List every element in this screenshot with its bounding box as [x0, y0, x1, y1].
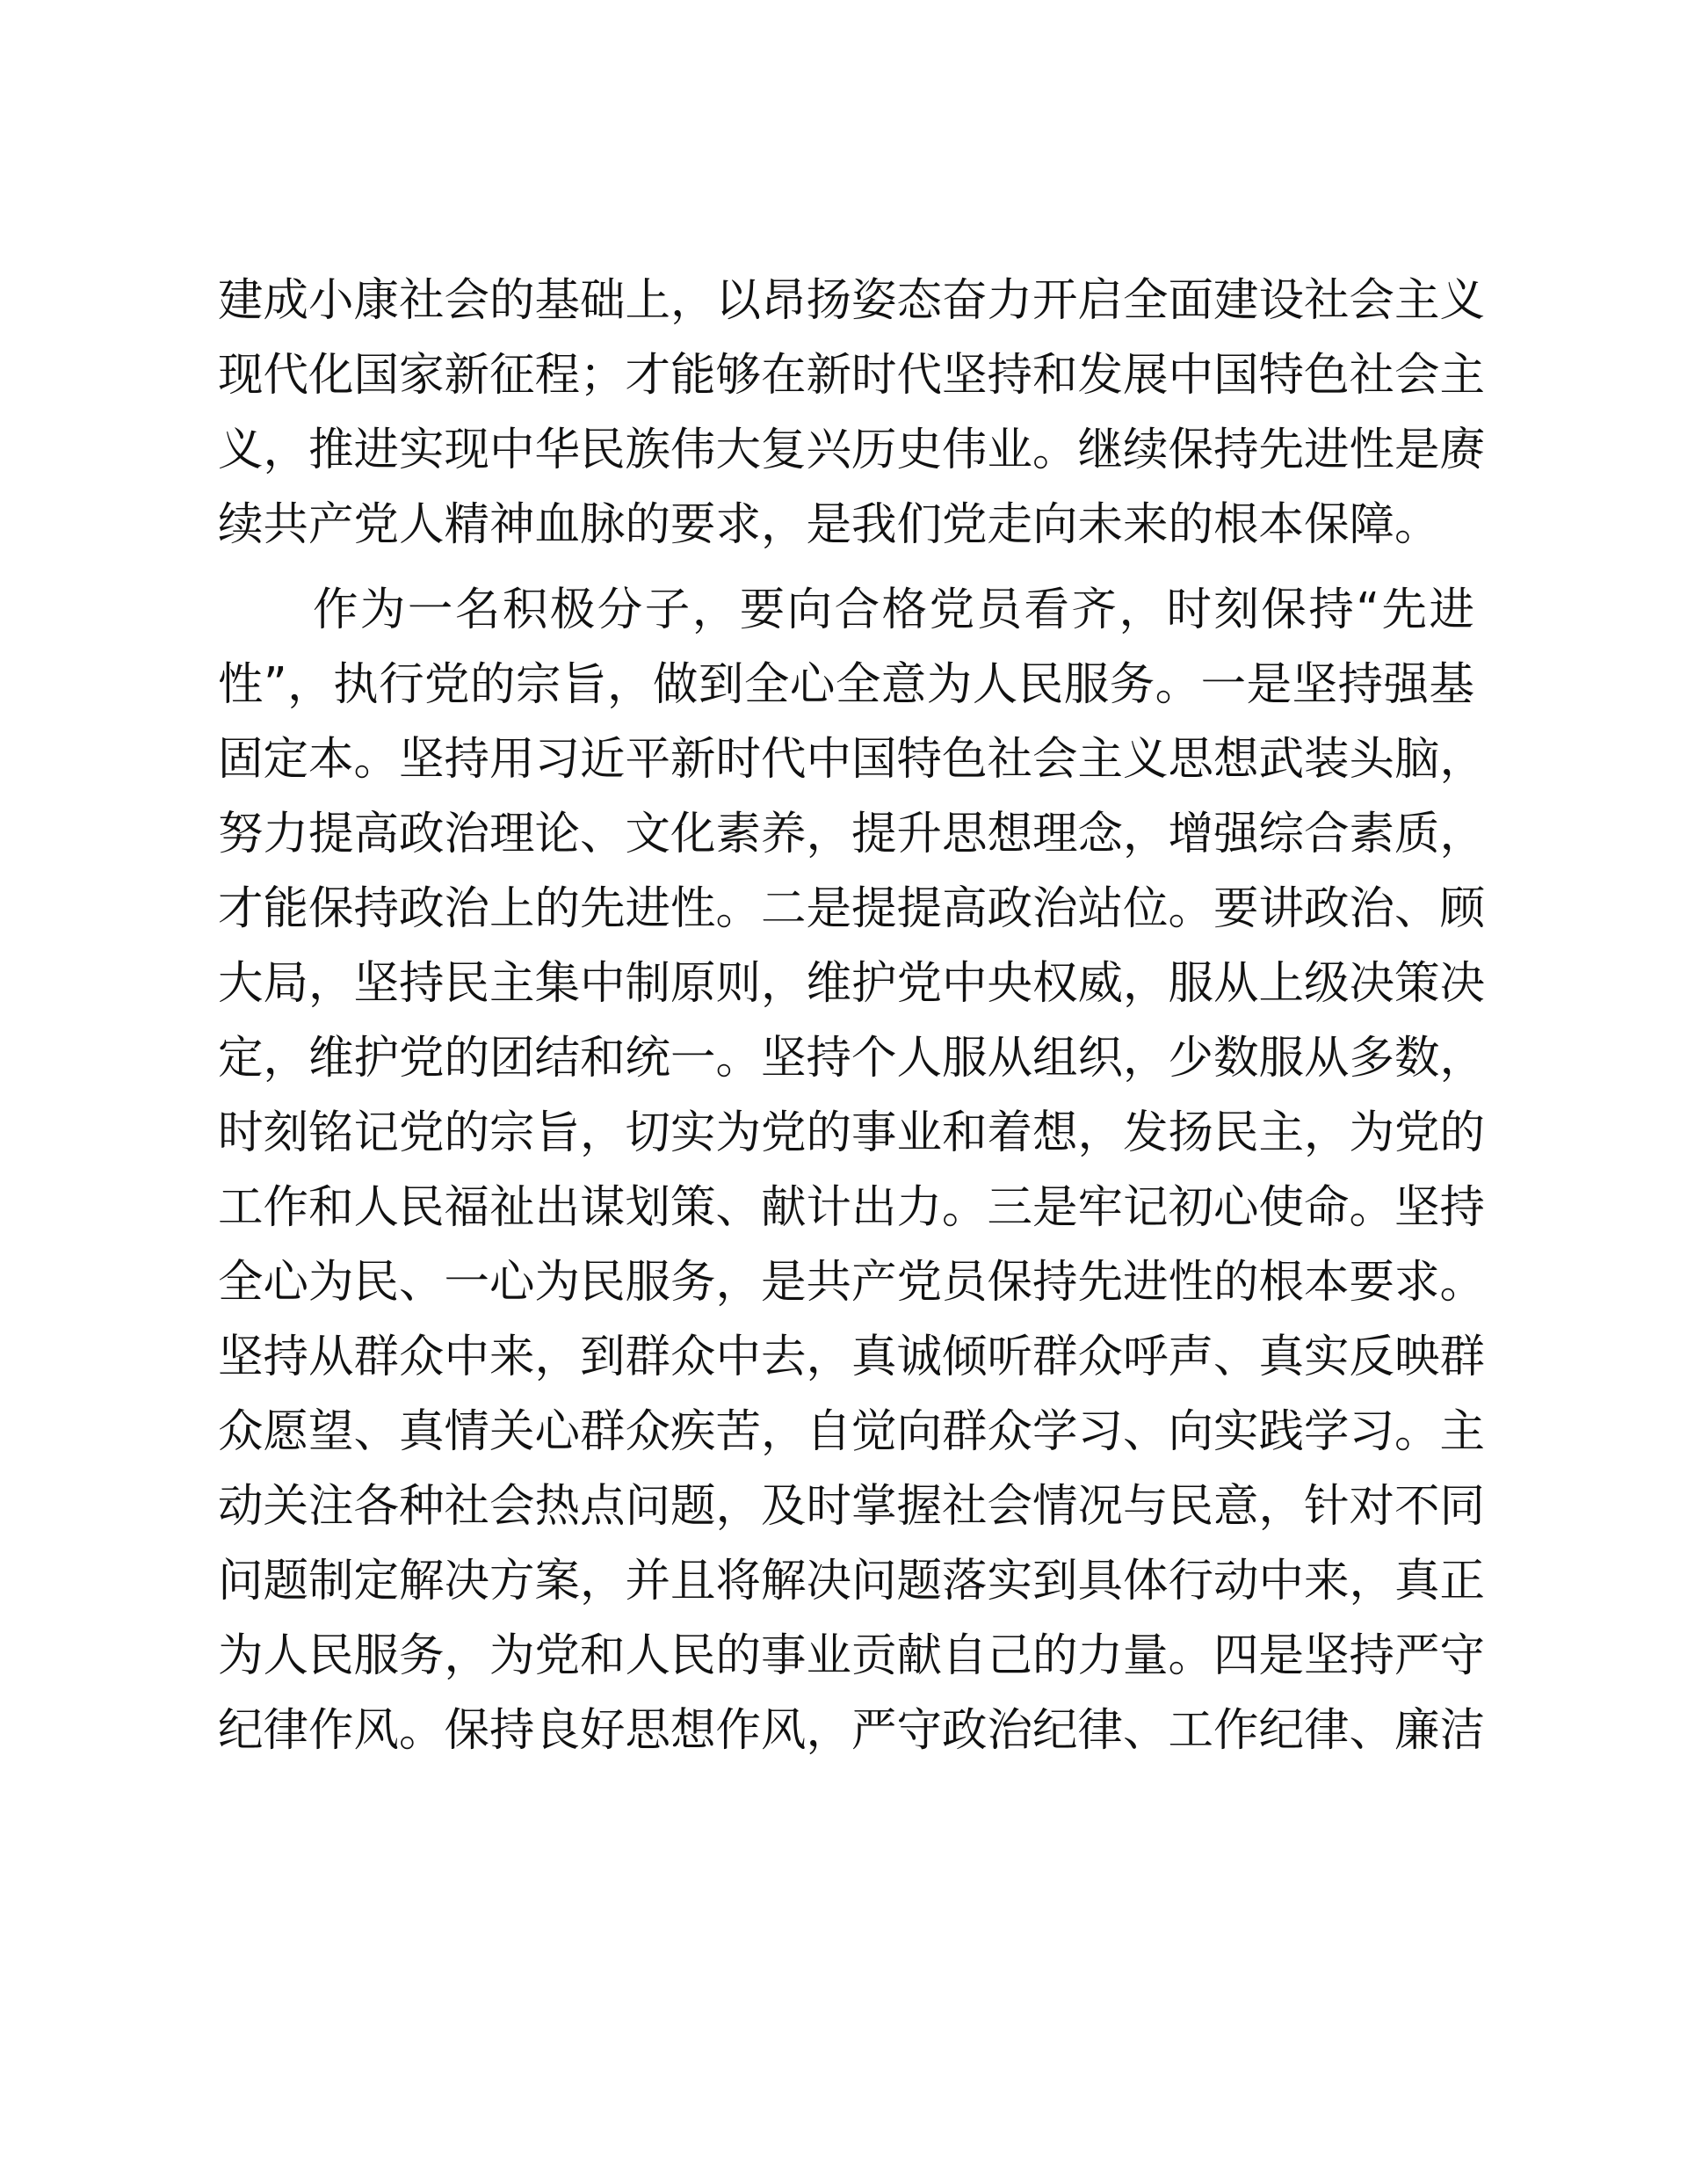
- text-line: 坚持从群众中来，到群众中去，真诚倾听群众呼声、真实反映群: [218, 1331, 1486, 1383]
- body-text: [218, 264, 1486, 1768]
- text-line: 定，维护党的团结和统一。坚持个人服从组织，少数服从多数，: [218, 1032, 1486, 1085]
- text-line: 义，推进实现中华民族伟大复兴历史伟业。继续保持先进性是赓: [218, 424, 1486, 476]
- text-line: 问题制定解决方案，并且将解决问题落实到具体行动中来，真正: [218, 1555, 1486, 1607]
- paragraph-2: [218, 573, 1486, 1768]
- paragraph-1: [218, 264, 1486, 562]
- text-line: 工作和人民福祉出谋划策、献计出力。三是牢记初心使命。坚持: [218, 1181, 1486, 1234]
- text-line: 众愿望、真情关心群众疾苦，自觉向群众学习、向实践学习。主: [218, 1405, 1486, 1458]
- text-line: 时刻铭记党的宗旨，切实为党的事业和着想，发扬民主，为党的: [218, 1107, 1486, 1159]
- text-line: 动关注各种社会热点问题，及时掌握社会情况与民意，针对不同: [218, 1480, 1486, 1533]
- text-line: 作为一名积极分子，要向合格党员看齐，时刻保持“先进: [218, 584, 1474, 636]
- text-line: 纪律作风。保持良好思想作风，严守政治纪律、工作纪律、廉洁: [218, 1704, 1486, 1757]
- text-line: 努力提高政治理论、文化素养，提升思想理念，增强综合素质，: [218, 808, 1486, 860]
- text-line: 性”，执行党的宗旨，做到全心全意为人民服务。一是坚持强基: [218, 658, 1474, 711]
- text-line: 建成小康社会的基础上，以昂扬姿态奋力开启全面建设社会主义: [218, 274, 1486, 327]
- text-line: 固定本。坚持用习近平新时代中国特色社会主义思想武装头脑，: [218, 733, 1486, 786]
- text-line: 全心为民、一心为民服务，是共产党员保持先进性的根本要求。: [218, 1256, 1486, 1309]
- text-line: 为人民服务，为党和人民的事业贡献自己的力量。四是坚持严守: [218, 1629, 1486, 1682]
- text-line: 现代化国家新征程；才能够在新时代坚持和发展中国特色社会主: [218, 349, 1486, 402]
- text-line: 续共产党人精神血脉的要求，是我们党走向未来的根本保障。: [218, 498, 1440, 551]
- text-line: 才能保持政治上的先进性。二是提提高政治站位。要讲政治、顾: [218, 882, 1486, 935]
- paragraph-gap: [218, 562, 1474, 573]
- text-line: 大局，坚持民主集中制原则，维护党中央权威，服从上级决策决: [218, 957, 1486, 1010]
